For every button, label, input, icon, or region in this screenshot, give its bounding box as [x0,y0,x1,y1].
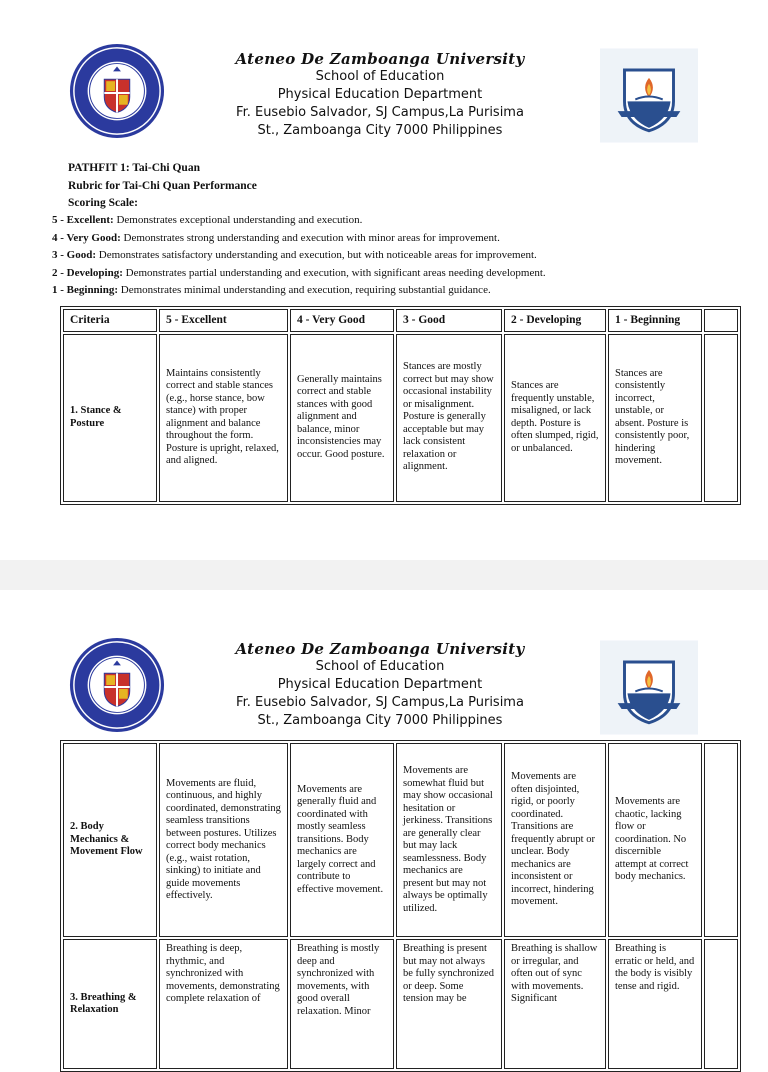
scoring-scale-heading: Scoring Scale: [68,197,138,209]
rubric-cell [704,334,738,502]
criteria-cell: 3. Breathing & Relaxation [63,939,157,1069]
rubric-cell: Movements are often disjointed, rigid, or poorly coordinated. Transitions are frequently abrupt or unclear. Body mechanics are inconsistent or incorrect, hindering movement. [504,743,606,937]
table-row [63,743,738,937]
school-of-education-logo-icon [600,48,698,143]
scale-label: 2 - Developing: [52,266,123,279]
school-of-education-logo-icon [600,640,698,735]
course-title: PATHFIT 1: Tai-Chi Quan [68,162,200,174]
header-good: 3 - Good [396,309,502,332]
letterhead [0,0,768,138]
department-name: Physical Education Department [277,87,483,102]
school-name: School of Education [315,69,445,84]
university-seal-icon [68,636,166,734]
scale-item [52,230,752,248]
scale-text: Demonstrates exceptional understanding and execution. [113,214,363,226]
scale-text: Demonstrates minimal understanding and execution, requiring substantial guidance. [118,284,491,296]
rubric-cell [704,743,738,937]
school-name: School of Education [315,659,445,674]
address-line-1: Fr. Eusebio Salvador, SJ Campus,La Purisima [236,695,524,710]
letterhead-text [190,50,570,140]
rubric-cell: Breathing is erratic or held, and the body is visibly tense and rigid. [608,939,702,1069]
header-very-good: 4 - Very Good [290,309,394,332]
document-meta [68,160,257,213]
rubric-table-part-1 [60,306,741,505]
scale-label: 1 - Beginning: [52,284,119,296]
header-developing: 2 - Developing [504,309,606,332]
department-name: Physical Education Department [277,677,483,692]
rubric-cell: Maintains consistently correct and stable stances (e.g., horse stance, bow stance) with proper alignment and balance throughout the form. Posture is upright, relaxed, and aligned. [159,334,288,502]
scale-text: Demonstrates strong understanding and execution with minor areas for improvement. [120,231,500,244]
rubric-cell: Stances are frequently unstable, misaligned, or lack depth. Posture is often slumped, rigid, or unbalanced. [504,334,606,502]
rubric-cell: Movements are chaotic, lacking flow or coordination. No discernible attempt at correct body mechanics. [608,743,702,937]
scale-item [52,282,752,300]
rubric-cell: Movements are fluid, continuous, and highly coordinated, demonstrating seamless transitions between postures. Utilizes correct body mechanics (e.g., waist rotation, sinking) to initiate and guide movements effectively. [159,743,288,937]
scale-text: Demonstrates partial understanding and execution, with significant areas needing development. [122,266,546,279]
rubric-cell: Generally maintains correct and stable stances with good alignment and balance, minor inconsistencies may occur. Good posture. [290,334,394,502]
rubric-cell: Movements are somewhat fluid but may show occasional hesitation or jerkiness. Transitions are generally clear but may lack seamlessness. Body mechanics are present but may not always be optimally utilized. [396,743,502,937]
table-header-row [63,309,738,332]
criteria-cell: 1. Stance & Posture [63,334,157,502]
scale-item [52,265,752,283]
header-blank [704,309,738,332]
scale-label: 3 - Good: [52,249,96,261]
table-row [63,334,738,502]
header-beginning: 1 - Beginning [608,309,702,332]
header-excellent: 5 - Excellent [159,309,288,332]
rubric-cell: Stances are mostly correct but may show occasional instability or misalignment. Posture is generally acceptable but may lack consistent relaxation or alignment. [396,334,502,502]
address-line-1: Fr. Eusebio Salvador, SJ Campus,La Purisima [236,105,524,120]
rubric-title: Rubric for Tai-Chi Quan Performance [68,179,257,192]
rubric-cell: Breathing is mostly deep and synchronized with movements, with good overall relaxation. Minor [290,939,394,1069]
scale-label: 5 - Excellent: [52,214,114,226]
rubric-cell: Stances are consistently incorrect, unstable, or absent. Posture is consistently poor, hindering movement. [608,334,702,502]
scale-item [52,247,752,265]
header-criteria: Criteria [63,309,157,332]
rubric-table-part-2 [60,740,741,1072]
rubric-cell: Movements are generally fluid and coordinated with mostly seamless transitions. Body mechanics are largely correct and contribute to effective movement. [290,743,394,937]
criteria-cell: 2. Body Mechanics & Movement Flow [63,743,157,937]
letterhead-text [190,640,570,730]
page-gap [0,560,768,590]
rubric-cell: Breathing is shallow or irregular, and often out of sync with movements. Significant [504,939,606,1069]
scale-label: 4 - Very Good: [52,231,121,244]
scale-text: Demonstrates satisfactory understanding and execution, but with noticeable areas for improvement. [96,249,537,261]
page-2 [0,590,768,1024]
rubric-cell: Breathing is present but may not always be fully synchronized or deep. Some tension may be [396,939,502,1069]
university-seal-icon [68,42,166,140]
scoring-scale-list [52,212,752,300]
address-line-2: St., Zamboanga City 7000 Philippines [257,123,503,138]
address-line-2: St., Zamboanga City 7000 Philippines [257,713,503,728]
scale-item [52,212,752,230]
letterhead [0,590,768,728]
rubric-cell [704,939,738,1069]
rubric-cell: Breathing is deep, rhythmic, and synchronized with movements, demonstrating complete relaxation of [159,939,288,1069]
university-name: Ateneo De Zamboanga University [235,640,525,658]
university-name: Ateneo De Zamboanga University [235,50,525,68]
table-row [63,939,738,1069]
